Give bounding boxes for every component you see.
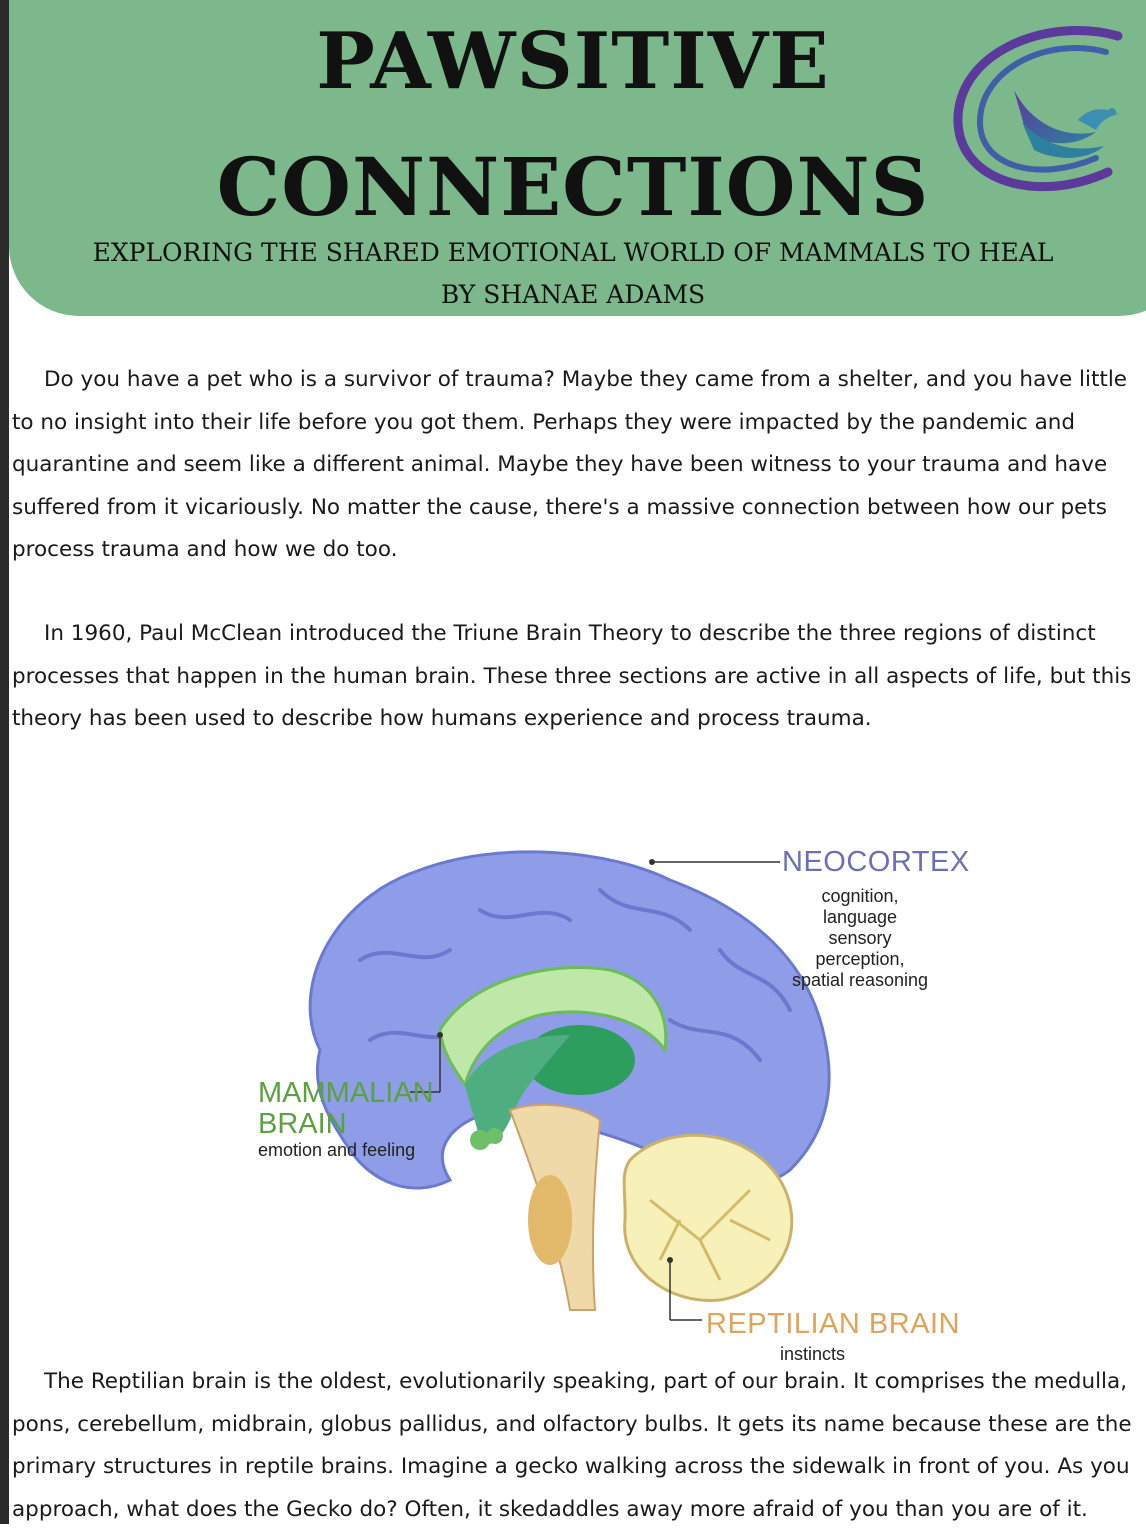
reptilian-paragraph-text: The Reptilian brain is the oldest, evolutionarily speaking, part of our brain. It comprises the medulla, pons, cerebellum, midbrain, globus pallidus, and olfactory bulbs. It gets its name because these are the primary structures in reptile brains. Imagine a gecko walking across the sidewalk in front of you. As you approach, what does the Gecko do? Often, it skedaddles away more afraid of you than you are of it. bbox=[12, 1369, 1132, 1522]
byline: BY SHANAE ADAMS bbox=[440, 280, 706, 309]
mammalian-brain-description: emotion and feeling bbox=[258, 1140, 416, 1160]
page-title-line2: CONNECTIONS bbox=[216, 140, 930, 234]
neocortex-description bbox=[784, 886, 936, 991]
swirl-bird-logo-icon bbox=[928, 22, 1138, 202]
neocortex-desc-line: spatial reasoning bbox=[791, 970, 929, 990]
page-title-line1: PAWSITIVE bbox=[316, 16, 830, 107]
mammalian-brain-label bbox=[258, 1078, 434, 1140]
reptilian-brain-description: instincts bbox=[780, 1344, 846, 1364]
theory-paragraph-text: In 1960, Paul McClean introduced the Triune Brain Theory to describe the three regions of distinct processes that happen in the human brain. These three sections are active in all aspects of life, but this theory has been used to describe how humans experience and process trauma. bbox=[12, 621, 1132, 731]
neocortex-label: NEOCORTEX bbox=[782, 846, 970, 878]
neocortex-desc-line: cognition, language bbox=[821, 886, 899, 927]
mammalian-label-line: MAMMALIAN bbox=[258, 1077, 434, 1109]
neocortex-desc-line: sensory perception, bbox=[815, 928, 905, 969]
intro-paragraph-text: Do you have a pet who is a survivor of trauma? Maybe they came from a shelter, and you have little to no insight into their life before you got them. Perhaps they were impacted by the pandemic and quarantine and seem like a different animal. Maybe they have been witness to your trauma and have suffered from it vicariously. No matter the cause, there's a massive connection between how our pets process trauma and how we do too. bbox=[12, 367, 1128, 562]
mammalian-label-line: BRAIN bbox=[258, 1108, 347, 1140]
reptilian-paragraph bbox=[12, 1361, 1140, 1531]
reptilian-brain-label: REPTILIAN BRAIN bbox=[706, 1308, 961, 1340]
intro-paragraph bbox=[12, 359, 1140, 572]
page-subtitle: EXPLORING THE SHARED EMOTIONAL WORLD OF MAMMALS TO HEAL bbox=[92, 238, 1054, 267]
theory-paragraph bbox=[12, 613, 1140, 741]
